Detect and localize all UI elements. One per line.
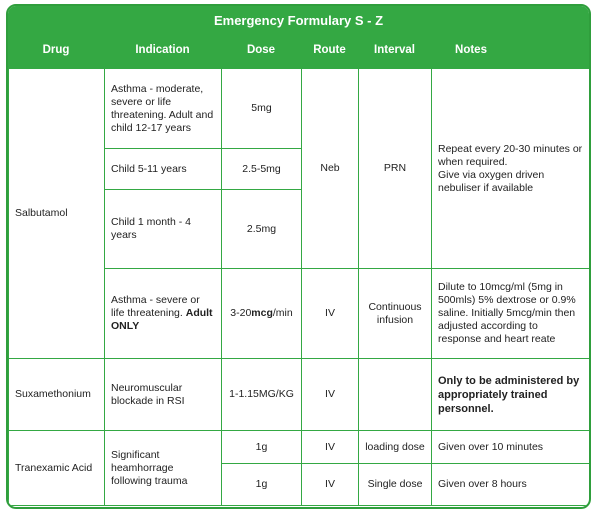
notes-line: Give via oxygen driven nebuliser if available [438, 168, 545, 194]
column-header-dose: Dose [246, 44, 276, 56]
interval-cell [359, 359, 432, 431]
table-row [9, 69, 590, 149]
dose-range: 3-20 [230, 307, 252, 319]
formulary-table [8, 68, 590, 506]
column-header-drug: Drug [42, 44, 70, 56]
drug-cell: Suxamethonium [9, 359, 105, 431]
interval-cell: Continuous infusion [359, 269, 432, 359]
dose-cell: 1-1.15MG/KG [222, 359, 302, 431]
indication-text: Asthma - severe or life threatening. [111, 294, 200, 319]
dose-unit: mcg [251, 307, 273, 319]
notes-cell: Only to be administered by appropriately trained personnel. [432, 359, 590, 431]
interval-cell: loading dose [359, 431, 432, 464]
drug-cell: Tranexamic Acid [9, 431, 105, 506]
indication-cell: Child 1 month - 4 years [105, 190, 222, 269]
table-row [9, 359, 590, 431]
notes-line: Repeat every 20-30 minutes or when required. [438, 142, 583, 168]
route-cell: IV [302, 464, 359, 506]
route-cell: IV [302, 269, 359, 359]
route-cell: IV [302, 431, 359, 464]
notes-cell: Dilute to 10mcg/ml (5mg in 500mls) 5% dextrose or 0.9% saline. Initially 5mcg/min then adjusted according to response and heart reate [432, 269, 590, 359]
dose-cell: 2.5-5mg [222, 149, 302, 190]
column-header-notes: Notes [455, 44, 487, 56]
route-cell: Neb [302, 69, 359, 269]
dose-cell [222, 269, 302, 359]
dose-cell: 5mg [222, 69, 302, 149]
table-row [9, 431, 590, 464]
indication-cell: Neuromuscular blockade in RSI [105, 359, 222, 431]
dose-cell: 1g [222, 431, 302, 464]
formulary-card [6, 4, 591, 509]
indication-cell: Asthma - moderate, severe or life threatening. Adult and child 12-17 years [105, 69, 222, 149]
indication-cell: Child 5-11 years [105, 149, 222, 190]
notes-cell: Given over 8 hours [432, 464, 590, 506]
notes-cell [432, 69, 590, 269]
column-header-indication: Indication [135, 44, 190, 56]
column-header-interval: Interval [374, 44, 415, 56]
dose-rate: /min [272, 307, 293, 319]
drug-cell: Salbutamol [9, 69, 105, 359]
dose-cell: 1g [222, 464, 302, 506]
indication-cell: Significant heamhorrage following trauma [105, 431, 222, 506]
interval-cell: PRN [359, 69, 432, 269]
notes-cell: Given over 10 minutes [432, 431, 590, 464]
interval-cell: Single dose [359, 464, 432, 506]
column-header-route: Route [313, 44, 346, 56]
route-cell: IV [302, 359, 359, 431]
indication-emphasis: Adult ONLY [111, 307, 213, 332]
indication-cell [105, 269, 222, 359]
table-header [8, 6, 589, 68]
page-title: Emergency Formulary S - Z [213, 13, 384, 28]
dose-cell: 2.5mg [222, 190, 302, 269]
